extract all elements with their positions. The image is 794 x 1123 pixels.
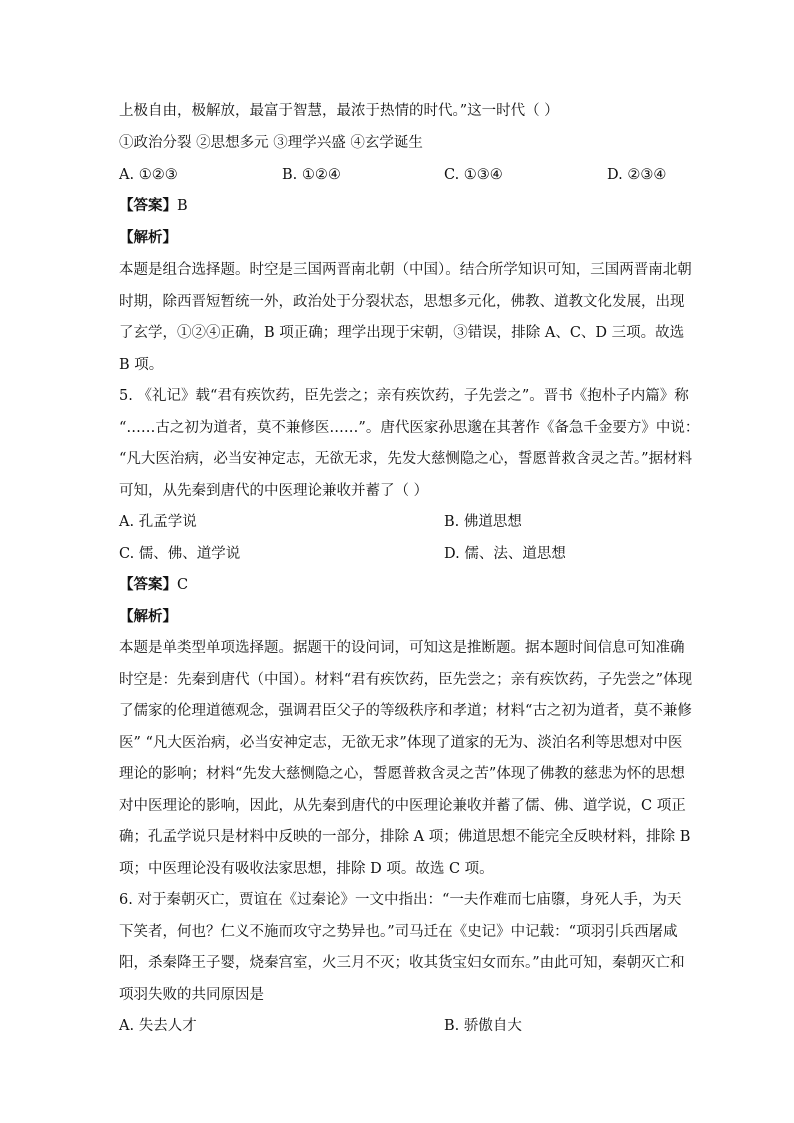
- q5-analysis-line: 理论的影响；材料“先发大慈恻隐之心，誓愿普救含灵之苦”体现了佛教的慈悲为怀的思想: [119, 766, 685, 782]
- q4-stem-tail: 上极自由，极解放，最富于智慧，最浓于热情的时代。”这一时代（ ）: [119, 103, 559, 119]
- q4-option-c: C. ①③④: [444, 167, 503, 183]
- answer-value: C: [177, 577, 189, 593]
- q6-stem-line: 下笑者，何也？仁义不施而攻守之势异也。”司马迁在《史记》中记载：“项羽引兵西屠咸: [119, 924, 678, 940]
- q6-stem-line: 项羽失败的共同原因是: [119, 987, 264, 1003]
- q4-option-d: D. ②③④: [607, 167, 667, 183]
- q5-analysis-line: 时空是：先秦到唐代（中国）。材料“君有疾饮药，臣先尝之；亲有疾饮药，子先尝之”体现: [119, 672, 693, 688]
- q5-analysis-label: 【解析】: [119, 608, 177, 625]
- q4-analysis-label: 【解析】: [119, 229, 177, 246]
- q5-analysis-line: 医” “凡大医治病，必当安神定志，无欲无求”体现了道家的无为、淡泊名利等思想对中医: [119, 735, 683, 751]
- q4-analysis-line: B 项。: [119, 357, 164, 373]
- q5-analysis-line: 确；孔孟学说只是材料中反映的一部分，排除 A 项；佛道思想不能完全反映材料，排除 B: [119, 829, 691, 845]
- q4-analysis-line: 时期，除西晋短暂统一外，政治处于分裂状态，思想多元化，佛教、道教文化发展，出现: [119, 294, 685, 310]
- q5-option-a: A. 孔孟学说: [119, 514, 197, 530]
- q5-analysis-line: 对中医理论的影响，因此，从先秦到唐代的中医理论兼收并蓄了儒、佛、道学说，C 项正: [119, 798, 686, 814]
- q4-option-b: B. ①②④: [282, 167, 341, 183]
- q5-stem-line: 5. 《礼记》载“君有疾饮药，臣先尝之；亲有疾饮药，子先尝之”。晋书《抱朴子内篇》称: [119, 388, 689, 404]
- q6-stem-line: 6. 对于秦朝灭亡，贾谊在《过秦论》一文中指出：“一夫作难而七庙隳，身死人手，为天: [119, 892, 682, 908]
- q5-stem-line: 可知，从先秦到唐代的中医理论兼收并蓄了（ ）: [119, 483, 429, 499]
- q5-analysis-line: 本题是单类型单项选择题。据题干的设问词，可知这是推断题。据本题时间信息可知准确: [119, 640, 685, 656]
- q6-option-b: B. 骄傲自大: [444, 1018, 522, 1034]
- q6-option-a: A. 失去人才: [119, 1018, 197, 1034]
- answer-label: 【答案】: [119, 576, 177, 593]
- q4-option-a: A. ①②③: [119, 167, 178, 183]
- q5-answer: [119, 575, 188, 595]
- q5-stem-line: “凡大医治病，必当安神定志，无欲无求，先发大慈恻隐之心，誓愿普救含灵之苦。”据材料: [119, 451, 693, 467]
- answer-label: 【答案】: [119, 197, 177, 214]
- q5-option-d: D. 儒、法、道思想: [444, 546, 566, 562]
- q4-analysis-line: 了玄学，①②④正确，B 项正确；理学出现于宋朝，③错误，排除 A、C、D 三项。故选: [119, 325, 685, 341]
- q5-option-b: B. 佛道思想: [444, 514, 522, 530]
- q4-choices-line: ①政治分裂 ②思想多元 ③理学兴盛 ④玄学诞生: [119, 135, 423, 151]
- q5-analysis-line: 项；中医理论没有吸收法家思想，排除 D 项。故选 C 项。: [119, 861, 494, 877]
- q5-option-c: C. 儒、佛、道学说: [119, 546, 241, 562]
- q4-analysis-line: 本题是组合选择题。时空是三国两晋南北朝（中国）。结合所学知识可知，三国两晋南北朝: [119, 262, 692, 278]
- answer-value: B: [177, 198, 188, 214]
- q4-answer: [119, 196, 188, 216]
- q5-stem-line: “……古之初为道者，莫不兼修医……”。唐代医家孙思邈在其著作《备急千金要方》中说：: [119, 420, 700, 436]
- q6-stem-line: 阳，杀秦降王子婴，烧秦宫室，火三月不灭；收其货宝妇女而东。”由此可知，秦朝灭亡和: [119, 955, 685, 971]
- q5-analysis-line: 了儒家的伦理道德观念，强调君臣父子的等级秩序和孝道；材料“古之初为道者，莫不兼修: [119, 703, 692, 719]
